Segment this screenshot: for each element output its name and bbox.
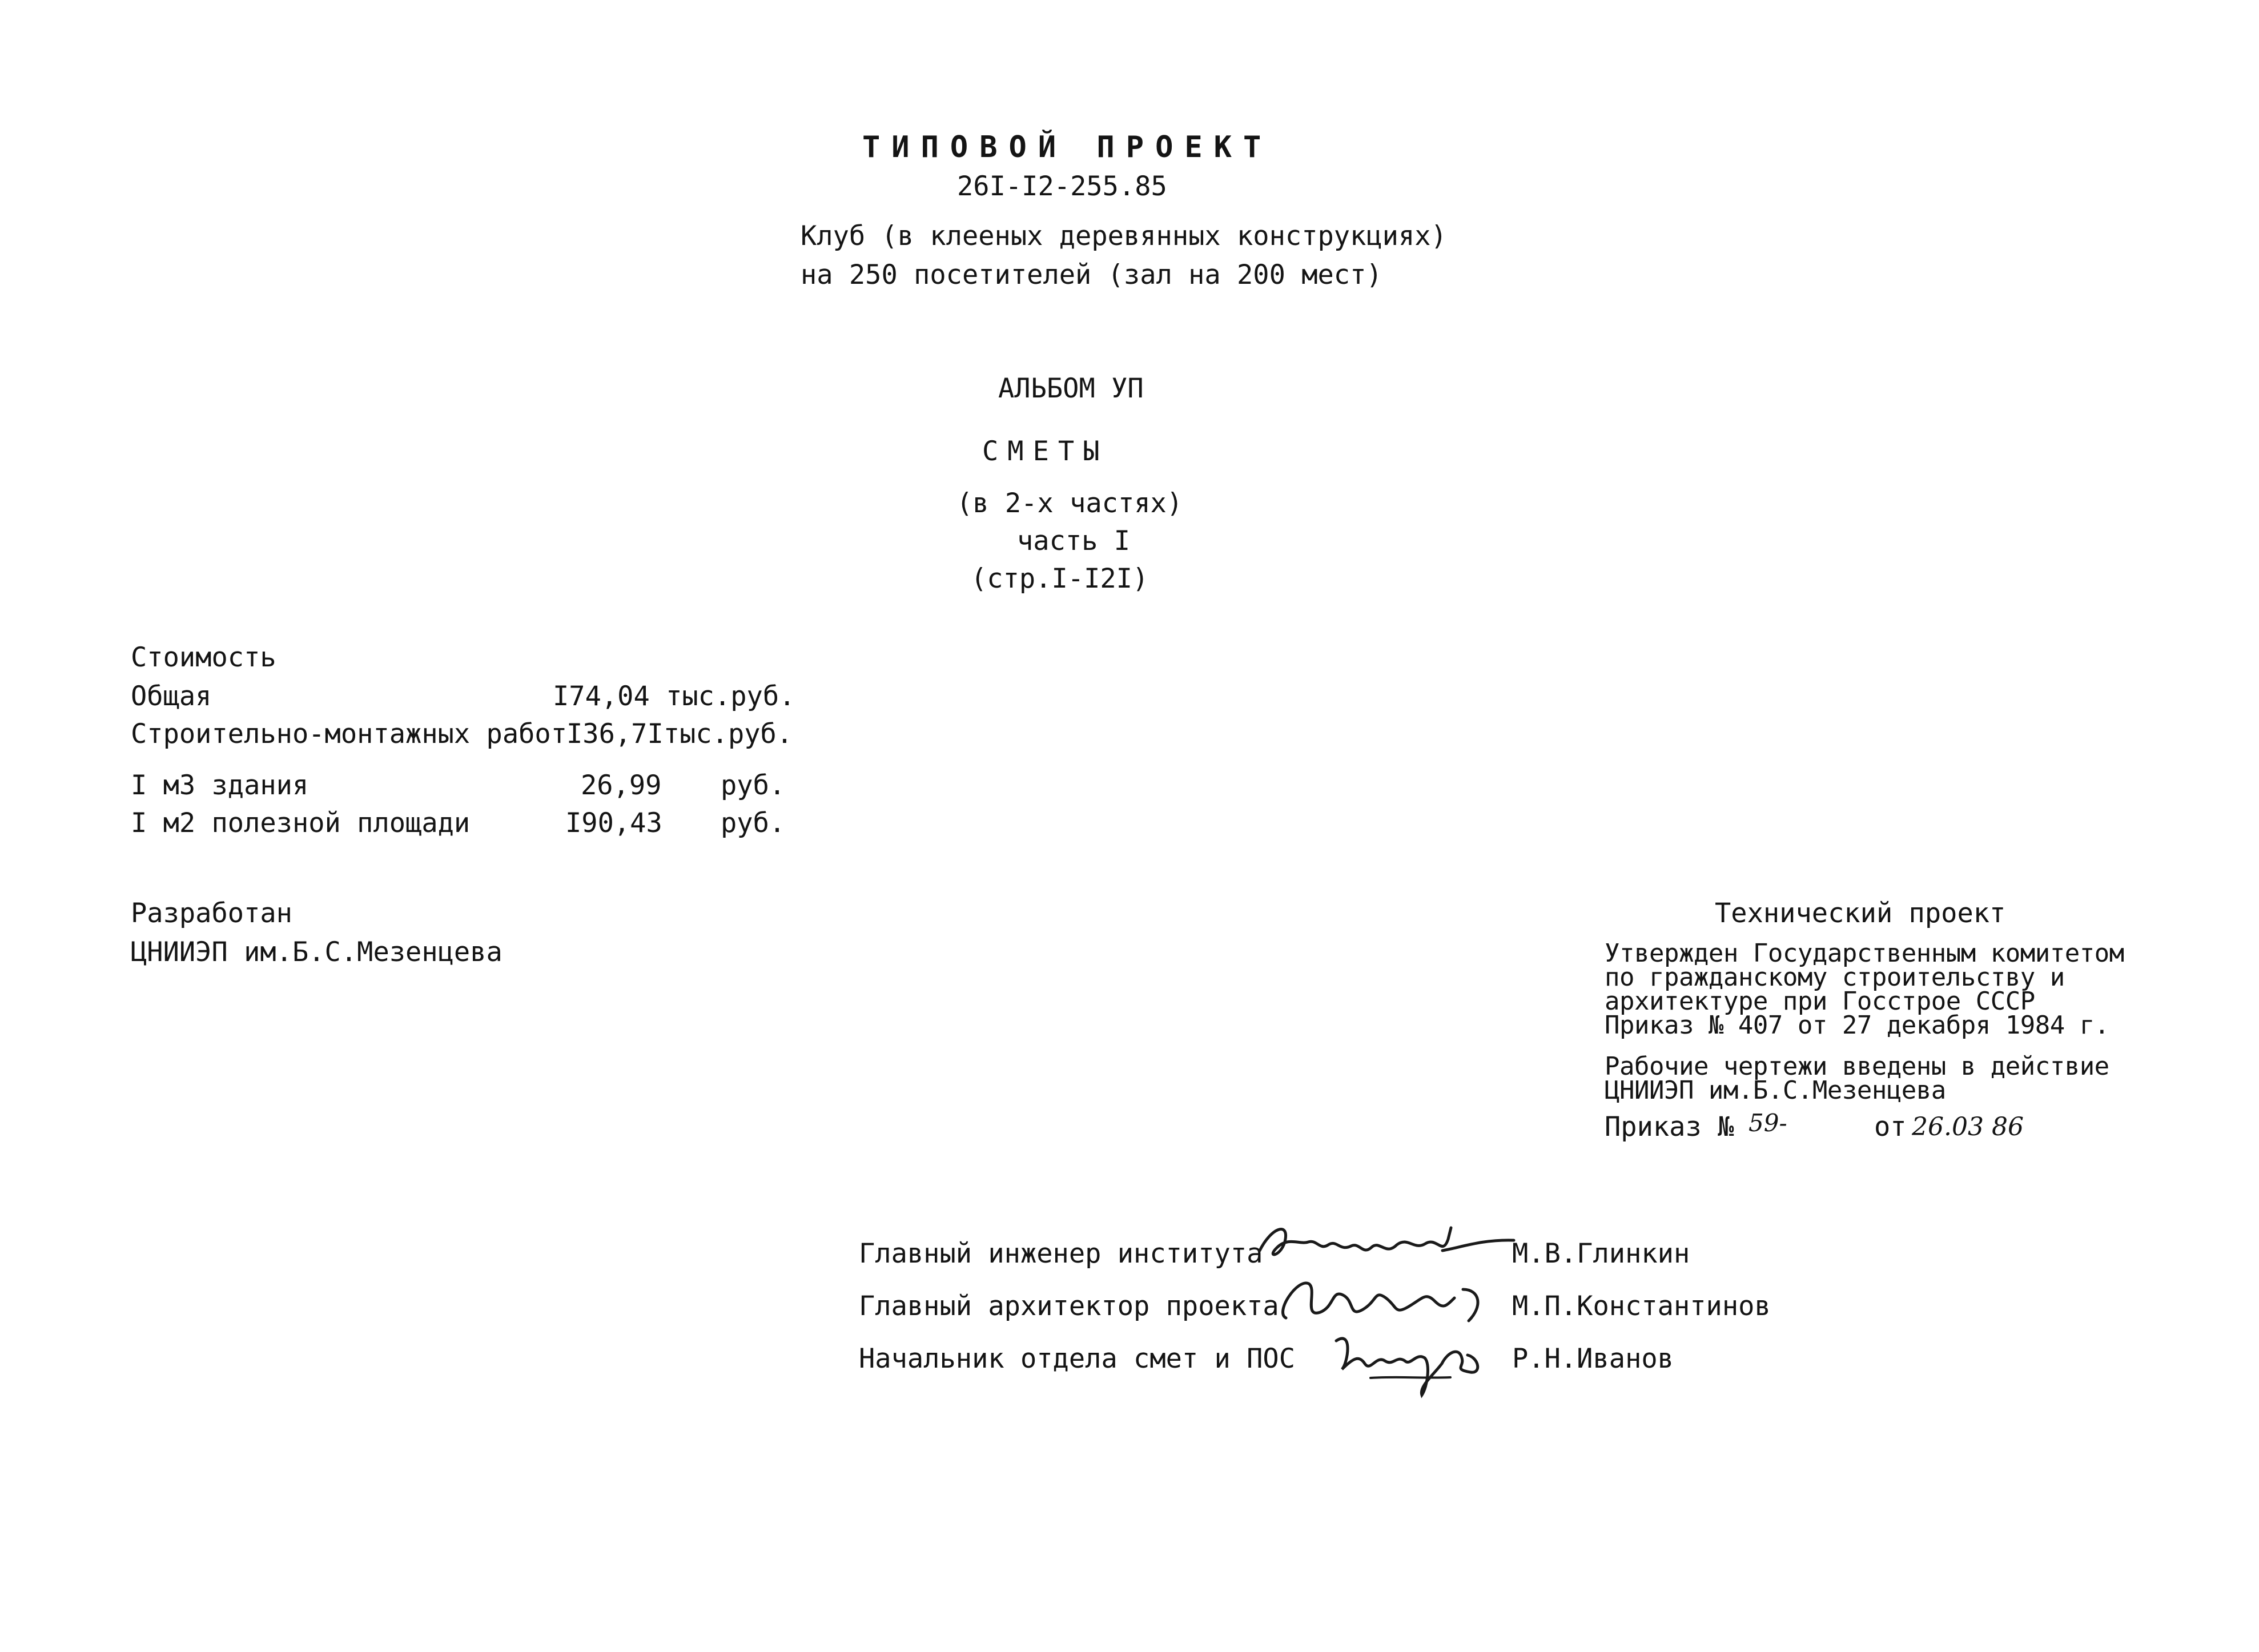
working-drawings-line-2: ЦНИИЭП им.Б.С.Мезенцева — [1605, 1076, 1946, 1105]
order-number: 59- — [1748, 1109, 1787, 1137]
signature-role-chief-engineer: Главный инженер института — [859, 1238, 1263, 1269]
project-name-line-1: Клуб (в клееных деревянных конструкциях) — [801, 220, 1447, 252]
album-parts-note: (в 2-х частях) — [956, 488, 1183, 519]
album-label: АЛЬБОМ УП — [998, 373, 1144, 404]
cost-per-m3-value: 26,99 — [581, 770, 662, 801]
album-type: СМЕТЫ — [982, 436, 1109, 467]
cost-per-m2-value: I90,43 — [565, 807, 662, 839]
cost-construction-value: I36,7Iтыс.руб. — [566, 718, 793, 750]
approval-line-3: архитектуре при Госстрое СССР — [1605, 987, 2035, 1016]
cost-per-m3-unit: руб. — [721, 770, 786, 801]
cost-total-label: Общая — [131, 681, 212, 712]
project-title: ТИПОВОЙ ПРОЕКТ — [862, 130, 1273, 164]
signature-name-chief-architect: М.П.Константинов — [1512, 1291, 1771, 1322]
signature-name-estimates-head: Р.Н.Иванов — [1512, 1343, 1674, 1374]
working-drawings-line-1: Рабочие чертежи введены в действие — [1605, 1052, 2109, 1081]
cost-per-m2-label: I м2 полезной площади — [131, 807, 471, 839]
album-part: часть I — [1017, 525, 1131, 557]
cost-heading: Стоимость — [131, 642, 276, 673]
signature-konstantinov-icon — [1263, 1267, 1509, 1332]
order-date-label: от — [1874, 1111, 1907, 1143]
cost-per-m2-unit: руб. — [721, 807, 786, 839]
cost-total-value: I74,04 тыс.руб. — [553, 681, 795, 712]
cost-per-m3-label: I м3 здания — [131, 770, 309, 801]
developer-org: ЦНИИЭП им.Б.С.Мезенцева — [131, 936, 503, 968]
developer-label: Разработан — [131, 898, 292, 929]
project-name-line-2: на 250 посетителей (зал на 200 мест) — [801, 259, 1382, 291]
project-number: 26I-I2-255.85 — [957, 171, 1167, 202]
approval-line-1: Утвержден Государственным комитетом — [1605, 939, 2124, 968]
order-label: Приказ № — [1605, 1111, 1734, 1143]
cost-construction-label: Строительно-монтажных работ — [131, 718, 568, 750]
signature-ivanov-icon — [1325, 1324, 1496, 1406]
signature-name-chief-engineer: М.В.Глинкин — [1512, 1238, 1690, 1269]
approval-line-4: Приказ № 407 от 27 декабря 1984 г. — [1605, 1011, 2109, 1040]
signature-role-estimates-head: Начальник отдела смет и ПОС — [859, 1343, 1296, 1374]
approval-line-2: по гражданскому строительству и — [1605, 963, 2065, 992]
order-date: 26.03 86 — [1912, 1112, 2024, 1141]
album-pages: (стр.I-I2I) — [971, 563, 1149, 594]
signature-role-chief-architect: Главный архитектор проекта — [859, 1291, 1279, 1322]
approval-title: Технический проект — [1715, 898, 2006, 929]
